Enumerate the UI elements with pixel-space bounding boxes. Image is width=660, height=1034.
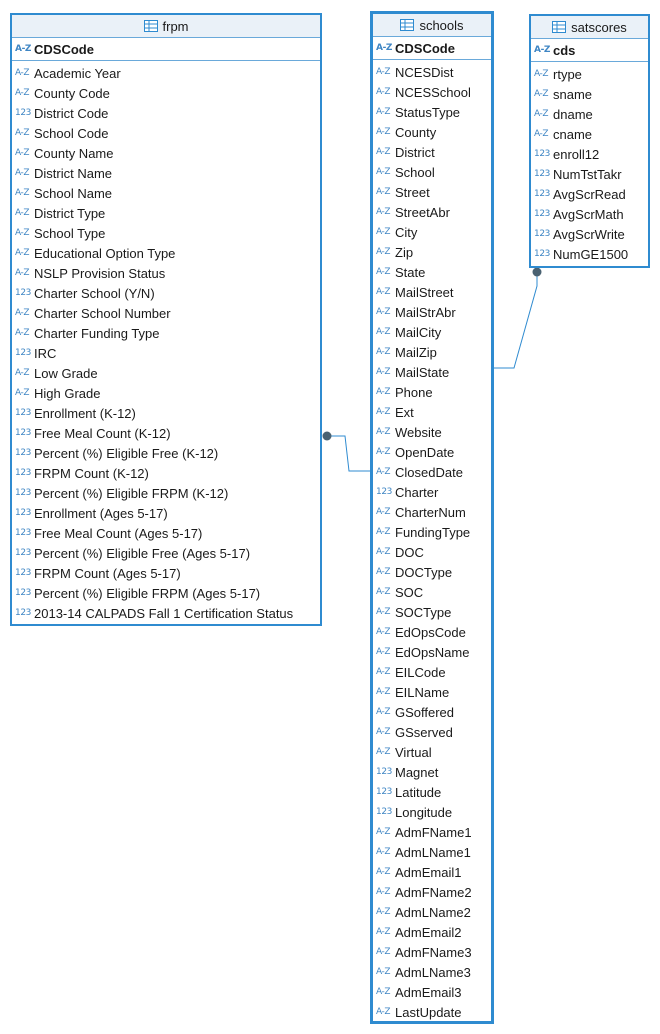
string-type-icon: A-Z: [376, 367, 391, 377]
column-row[interactable]: [373, 482, 491, 502]
numeric-type-icon: 123: [376, 807, 392, 817]
column-name: County Name: [34, 145, 114, 161]
column-row[interactable]: [12, 363, 320, 383]
column-row[interactable]: [373, 62, 491, 82]
string-type-icon: A-Z: [376, 687, 391, 697]
numeric-type-icon: 123: [15, 428, 31, 438]
column-name: County: [395, 124, 437, 140]
string-type-icon: A-Z: [376, 527, 391, 537]
column-name: School Name: [34, 185, 113, 201]
column-row[interactable]: [373, 742, 491, 762]
column-name: StreetAbr: [395, 204, 450, 220]
column-row[interactable]: [373, 882, 491, 902]
numeric-type-icon: 123: [15, 408, 31, 418]
column-name: District Name: [34, 165, 113, 181]
string-type-icon: A-Z: [376, 107, 391, 117]
column-row[interactable]: [373, 82, 491, 102]
table-header-satscores[interactable]: [531, 16, 648, 39]
string-type-icon: A-Z: [376, 587, 391, 597]
table-title: frpm: [162, 18, 189, 34]
column-row[interactable]: [12, 583, 320, 603]
column-row[interactable]: [373, 642, 491, 662]
string-type-icon: A-Z: [376, 327, 391, 337]
table-header-frpm[interactable]: [12, 15, 320, 38]
numeric-type-icon: 123: [534, 149, 550, 159]
column-name: District Type: [34, 205, 106, 221]
numeric-type-icon: 123: [376, 487, 392, 497]
string-type-icon: A-Z: [376, 427, 391, 437]
string-type-icon: A-Z: [376, 207, 391, 217]
table-icon: [400, 19, 414, 31]
string-type-icon: A-Z: [376, 927, 391, 937]
column-name: AvgScrMath: [553, 206, 624, 222]
column-name: 2013-14 CALPADS Fall 1 Certification Status: [34, 605, 294, 621]
column-row[interactable]: [531, 144, 648, 164]
column-name: cname: [553, 126, 593, 142]
column-row[interactable]: [373, 462, 491, 482]
string-type-icon: A-Z: [15, 44, 32, 54]
column-name: Percent (%) Eligible FRPM (Ages 5-17): [34, 585, 261, 601]
column-row[interactable]: [12, 603, 320, 623]
column-name: EdOpsName: [395, 644, 470, 660]
string-type-icon: A-Z: [15, 388, 30, 398]
string-type-icon: A-Z: [376, 647, 391, 657]
numeric-type-icon: 123: [15, 528, 31, 538]
string-type-icon: A-Z: [376, 747, 391, 757]
column-row[interactable]: [12, 523, 320, 543]
column-name: Magnet: [395, 764, 439, 780]
column-name: DOCType: [395, 564, 453, 580]
column-row[interactable]: [531, 84, 648, 104]
column-name: Website: [395, 424, 442, 440]
column-name: Academic Year: [34, 65, 121, 81]
column-row[interactable]: [373, 962, 491, 982]
numeric-type-icon: 123: [534, 229, 550, 239]
column-name: Enrollment (Ages 5-17): [34, 505, 168, 521]
table-title: schools: [419, 17, 464, 33]
column-row[interactable]: [373, 302, 491, 322]
column-name: AdmEmail3: [395, 984, 462, 1000]
column-name: Charter Funding Type: [34, 325, 160, 341]
string-type-icon: A-Z: [376, 947, 391, 957]
column-name: IRC: [34, 345, 57, 361]
column-row[interactable]: [12, 543, 320, 563]
primary-key-row[interactable]: [12, 38, 320, 61]
column-name: MailZip: [395, 344, 437, 360]
column-row[interactable]: [373, 382, 491, 402]
table-title: satscores: [571, 19, 627, 35]
column-row[interactable]: [12, 423, 320, 443]
column-row[interactable]: [373, 402, 491, 422]
column-row[interactable]: [373, 602, 491, 622]
column-row[interactable]: [373, 262, 491, 282]
string-type-icon: A-Z: [534, 109, 549, 119]
column-row[interactable]: [373, 322, 491, 342]
column-row[interactable]: [373, 682, 491, 702]
primary-key-row[interactable]: [531, 39, 648, 62]
column-name: MailStreet: [395, 284, 454, 300]
column-name: Free Meal Count (Ages 5-17): [34, 525, 203, 541]
column-row[interactable]: [373, 162, 491, 182]
column-row[interactable]: [12, 343, 320, 363]
column-name: NCESSchool: [395, 84, 471, 100]
column-name: District: [395, 144, 435, 160]
string-type-icon: A-Z: [15, 188, 30, 198]
string-type-icon: A-Z: [376, 447, 391, 457]
column-name: Percent (%) Eligible Free (Ages 5-17): [34, 545, 251, 561]
link-endpoint-frpm: [323, 432, 332, 441]
string-type-icon: A-Z: [376, 167, 391, 177]
string-type-icon: A-Z: [376, 967, 391, 977]
string-type-icon: A-Z: [376, 267, 391, 277]
column-row[interactable]: [373, 202, 491, 222]
string-type-icon: A-Z: [15, 208, 30, 218]
column-name: AdmEmail1: [395, 864, 462, 880]
table-schools[interactable]: [370, 11, 494, 1024]
string-type-icon: A-Z: [534, 89, 549, 99]
string-type-icon: A-Z: [15, 308, 30, 318]
string-type-icon: A-Z: [376, 227, 391, 237]
column-row[interactable]: [531, 104, 648, 124]
column-row[interactable]: [373, 222, 491, 242]
numeric-type-icon: 123: [15, 588, 31, 598]
column-name: AdmFName2: [395, 884, 472, 900]
string-type-icon: A-Z: [15, 328, 30, 338]
column-row[interactable]: [373, 722, 491, 742]
column-row[interactable]: [373, 582, 491, 602]
column-name: County Code: [34, 85, 110, 101]
column-name: AdmLName3: [395, 964, 471, 980]
string-type-icon: A-Z: [376, 407, 391, 417]
column-name: ClosedDate: [395, 464, 463, 480]
numeric-type-icon: 123: [15, 288, 31, 298]
string-type-icon: A-Z: [376, 43, 393, 53]
column-name: NSLP Provision Status: [34, 265, 166, 281]
column-row[interactable]: [373, 242, 491, 262]
column-row[interactable]: [373, 702, 491, 722]
column-name: Free Meal Count (K-12): [34, 425, 171, 441]
numeric-type-icon: 123: [534, 189, 550, 199]
column-name: Enrollment (K-12): [34, 405, 136, 421]
string-type-icon: A-Z: [376, 607, 391, 617]
column-list: [12, 61, 320, 623]
column-row[interactable]: [531, 164, 648, 184]
string-type-icon: A-Z: [376, 907, 391, 917]
string-type-icon: A-Z: [376, 127, 391, 137]
link-endpoint-satscores: [533, 268, 542, 277]
string-type-icon: A-Z: [15, 268, 30, 278]
column-list: [373, 60, 491, 1022]
column-row[interactable]: [373, 142, 491, 162]
string-type-icon: A-Z: [376, 507, 391, 517]
string-type-icon: A-Z: [15, 168, 30, 178]
numeric-type-icon: 123: [15, 448, 31, 458]
column-name: AdmLName2: [395, 904, 471, 920]
column-name: District Code: [34, 105, 109, 121]
column-row[interactable]: [373, 942, 491, 962]
column-row[interactable]: [373, 522, 491, 542]
numeric-type-icon: 123: [15, 608, 31, 618]
column-name: FRPM Count (K-12): [34, 465, 149, 481]
numeric-type-icon: 123: [15, 568, 31, 578]
column-name: School Type: [34, 225, 106, 241]
column-name: MailState: [395, 364, 450, 380]
column-row[interactable]: [373, 122, 491, 142]
column-name: Percent (%) Eligible FRPM (K-12): [34, 485, 229, 501]
numeric-type-icon: 123: [15, 468, 31, 478]
column-row[interactable]: [12, 223, 320, 243]
string-type-icon: A-Z: [15, 128, 30, 138]
string-type-icon: A-Z: [376, 287, 391, 297]
string-type-icon: A-Z: [376, 567, 391, 577]
column-row[interactable]: [531, 204, 648, 224]
string-type-icon: A-Z: [376, 67, 391, 77]
column-row[interactable]: [12, 483, 320, 503]
string-type-icon: A-Z: [15, 228, 30, 238]
column-name: School: [395, 164, 435, 180]
string-type-icon: A-Z: [376, 247, 391, 257]
column-row[interactable]: [12, 263, 320, 283]
link-schools-satscores: [493, 272, 537, 368]
column-row[interactable]: [12, 283, 320, 303]
column-row[interactable]: [12, 503, 320, 523]
column-row[interactable]: [12, 563, 320, 583]
column-row[interactable]: [12, 323, 320, 343]
column-name: GSserved: [395, 724, 453, 740]
column-row[interactable]: [12, 203, 320, 223]
column-row[interactable]: [373, 982, 491, 1002]
column-row[interactable]: [531, 184, 648, 204]
string-type-icon: A-Z: [376, 467, 391, 477]
column-name: StatusType: [395, 104, 461, 120]
column-row[interactable]: [373, 842, 491, 862]
column-name: EILCode: [395, 664, 446, 680]
column-name: Phone: [395, 384, 433, 400]
column-name: CharterNum: [395, 504, 466, 520]
numeric-type-icon: 123: [376, 767, 392, 777]
numeric-type-icon: 123: [376, 787, 392, 797]
column-row[interactable]: [373, 442, 491, 462]
string-type-icon: A-Z: [376, 887, 391, 897]
column-name: Latitude: [395, 784, 442, 800]
column-row[interactable]: [373, 282, 491, 302]
column-row[interactable]: [373, 822, 491, 842]
column-row[interactable]: [373, 662, 491, 682]
column-name: Ext: [395, 404, 414, 420]
column-name: rtype: [553, 66, 582, 82]
column-row[interactable]: [373, 782, 491, 802]
string-type-icon: A-Z: [376, 847, 391, 857]
column-row[interactable]: [373, 562, 491, 582]
column-row[interactable]: [12, 443, 320, 463]
numeric-type-icon: 123: [15, 488, 31, 498]
column-name: NumGE1500: [553, 246, 629, 262]
string-type-icon: A-Z: [376, 667, 391, 677]
column-row[interactable]: [12, 183, 320, 203]
string-type-icon: A-Z: [376, 707, 391, 717]
column-name: EdOpsCode: [395, 624, 466, 640]
string-type-icon: A-Z: [376, 867, 391, 877]
column-row[interactable]: [373, 182, 491, 202]
string-type-icon: A-Z: [15, 88, 30, 98]
column-name: AdmFName1: [395, 824, 472, 840]
column-name: City: [395, 224, 418, 240]
column-row[interactable]: [12, 123, 320, 143]
column-name: OpenDate: [395, 444, 455, 460]
column-name: LastUpdate: [395, 1004, 462, 1020]
column-row[interactable]: [373, 922, 491, 942]
column-name: MailStrAbr: [395, 304, 456, 320]
numeric-type-icon: 123: [15, 108, 31, 118]
column-name: Charter: [395, 484, 439, 500]
column-name: EILName: [395, 684, 450, 700]
table-frpm[interactable]: [10, 13, 322, 626]
column-row[interactable]: [373, 542, 491, 562]
table-header-schools[interactable]: [373, 14, 491, 37]
primary-key-row[interactable]: [373, 37, 491, 60]
column-name: Virtual: [395, 744, 432, 760]
column-row[interactable]: [373, 502, 491, 522]
string-type-icon: A-Z: [376, 827, 391, 837]
column-row[interactable]: [12, 163, 320, 183]
column-name: FundingType: [395, 524, 471, 540]
column-name: sname: [553, 86, 593, 102]
column-row[interactable]: [12, 463, 320, 483]
string-type-icon: A-Z: [534, 69, 549, 79]
numeric-type-icon: 123: [534, 169, 550, 179]
column-name: MailCity: [395, 324, 442, 340]
column-name: Longitude: [395, 804, 453, 820]
column-name: High Grade: [34, 385, 101, 401]
string-type-icon: A-Z: [376, 387, 391, 397]
string-type-icon: A-Z: [376, 727, 391, 737]
column-name: Street: [395, 184, 430, 200]
column-name: Charter School Number: [34, 305, 171, 321]
string-type-icon: A-Z: [376, 347, 391, 357]
string-type-icon: A-Z: [376, 627, 391, 637]
column-row[interactable]: [12, 143, 320, 163]
column-name: Charter School (Y/N): [34, 285, 155, 301]
string-type-icon: A-Z: [376, 987, 391, 997]
column-row[interactable]: [12, 63, 320, 83]
column-row[interactable]: [373, 902, 491, 922]
column-row[interactable]: [12, 383, 320, 403]
string-type-icon: A-Z: [376, 147, 391, 157]
numeric-type-icon: 123: [15, 508, 31, 518]
column-name: SOCType: [395, 604, 452, 620]
string-type-icon: A-Z: [376, 307, 391, 317]
string-type-icon: A-Z: [15, 148, 30, 158]
column-name: School Code: [34, 125, 109, 141]
column-row[interactable]: [12, 83, 320, 103]
table-satscores[interactable]: [529, 14, 650, 268]
column-name: CDSCode: [395, 40, 455, 56]
table-icon: [552, 21, 566, 33]
column-list: [531, 62, 648, 264]
string-type-icon: A-Z: [534, 45, 551, 55]
column-name: State: [395, 264, 426, 280]
column-name: cds: [553, 42, 576, 58]
numeric-type-icon: 123: [15, 548, 31, 558]
column-name: Educational Option Type: [34, 245, 176, 261]
string-type-icon: A-Z: [376, 187, 391, 197]
column-row[interactable]: [12, 103, 320, 123]
column-row[interactable]: [531, 124, 648, 144]
column-name: AdmEmail2: [395, 924, 462, 940]
column-row[interactable]: [373, 102, 491, 122]
column-name: GSoffered: [395, 704, 455, 720]
column-name: enroll12: [553, 146, 600, 162]
column-row[interactable]: [373, 422, 491, 442]
string-type-icon: A-Z: [534, 129, 549, 139]
column-row[interactable]: [373, 762, 491, 782]
column-name: CDSCode: [34, 41, 94, 57]
column-name: dname: [553, 106, 593, 122]
column-row[interactable]: [531, 64, 648, 84]
numeric-type-icon: 123: [534, 209, 550, 219]
column-name: FRPM Count (Ages 5-17): [34, 565, 181, 581]
column-row[interactable]: [12, 303, 320, 323]
link-frpm-schools: [327, 436, 370, 471]
numeric-type-icon: 123: [15, 348, 31, 358]
column-row[interactable]: [12, 243, 320, 263]
column-name: AvgScrWrite: [553, 226, 625, 242]
column-row[interactable]: [373, 1002, 491, 1022]
table-icon: [144, 20, 158, 32]
numeric-type-icon: 123: [534, 249, 550, 259]
column-name: Zip: [395, 244, 414, 260]
column-name: NumTstTakr: [553, 166, 622, 182]
column-name: SOC: [395, 584, 424, 600]
column-row[interactable]: [531, 224, 648, 244]
string-type-icon: A-Z: [15, 368, 30, 378]
string-type-icon: A-Z: [376, 87, 391, 97]
column-row[interactable]: [373, 622, 491, 642]
column-row[interactable]: [373, 362, 491, 382]
column-row[interactable]: [373, 342, 491, 362]
column-name: AdmLName1: [395, 844, 471, 860]
column-name: Percent (%) Eligible Free (K-12): [34, 445, 219, 461]
column-name: DOC: [395, 544, 424, 560]
string-type-icon: A-Z: [376, 1007, 391, 1017]
column-row[interactable]: [373, 862, 491, 882]
string-type-icon: A-Z: [15, 68, 30, 78]
column-name: AdmFName3: [395, 944, 472, 960]
column-row[interactable]: [373, 802, 491, 822]
column-name: AvgScrRead: [553, 186, 626, 202]
column-name: Low Grade: [34, 365, 98, 381]
column-row[interactable]: [531, 244, 648, 264]
string-type-icon: A-Z: [376, 547, 391, 557]
string-type-icon: A-Z: [15, 248, 30, 258]
column-name: NCESDist: [395, 64, 454, 80]
column-row[interactable]: [12, 403, 320, 423]
